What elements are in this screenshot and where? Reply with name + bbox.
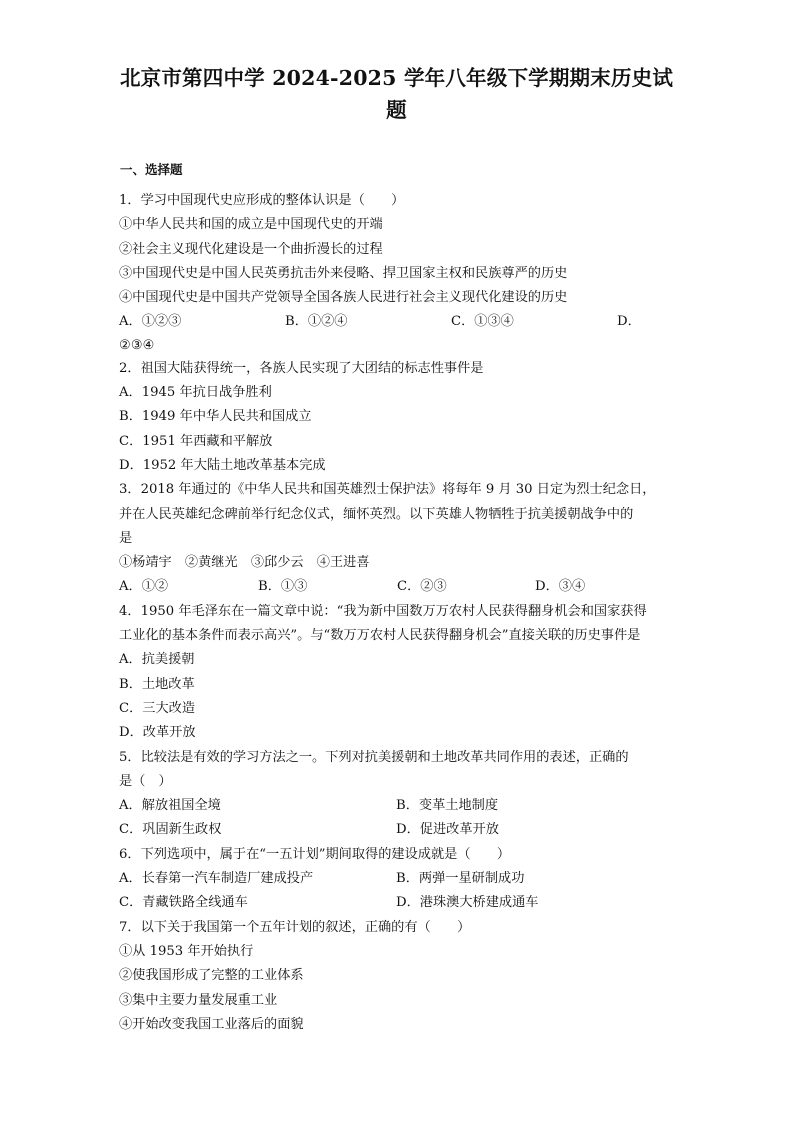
section-heading: 一、选择题 <box>120 162 183 177</box>
question-7-statement-3: ③集中主要力量发展重工业 <box>119 992 278 1008</box>
question-6-option-a: A．长春第一汽车制造厂建成投产 <box>119 871 314 887</box>
question-5-option-a: A．解放祖国全境 <box>119 798 221 814</box>
question-7-statement-4: ④开始改变我国工业落后的面貌 <box>119 1016 304 1032</box>
question-7-statement-1: ①从 1953 年开始执行 <box>119 943 254 959</box>
question-1-option-d: D． <box>617 314 641 330</box>
question-3-statements: ①杨靖宇 ②黄继光 ③邱少云 ④王进喜 <box>119 555 370 571</box>
question-5 <box>119 746 679 843</box>
question-6-option-b: B．两弹一星研制成功 <box>396 871 525 887</box>
question-6-option-d: D．港珠澳大桥建成通车 <box>396 895 539 911</box>
question-1-option-d-text: ②③④ <box>119 337 155 353</box>
exam-title-line-1: 北京市第四中学 2024-2025 学年八年级下学期期末历史试 <box>119 66 674 90</box>
question-5-stem-line-2: 是（ ） <box>119 773 172 789</box>
question-1-statement-2: ②社会主义现代化建设是一个曲折漫长的过程 <box>119 241 383 257</box>
question-5-option-b: B．变革土地制度 <box>396 798 499 814</box>
question-3-option-c: C．②③ <box>397 579 447 595</box>
question-3-stem-line-3: 是 <box>119 530 133 546</box>
question-6-options-row-1 <box>119 867 679 891</box>
question-list <box>119 189 679 1037</box>
question-3-option-d: D．③④ <box>535 579 586 595</box>
question-4-option-d: D．改革开放 <box>119 725 196 741</box>
question-6 <box>119 843 679 916</box>
question-3-stem-line-2: 并在人民英雄纪念碑前举行纪念仪式，缅怀英烈。以下英雄人物牺牲于抗美援朝战争中的 <box>119 506 634 522</box>
question-4 <box>119 600 679 746</box>
question-2-option-a: A．1945 年抗日战争胜利 <box>119 385 272 401</box>
question-2-option-b: B．1949 年中华人民共和国成立 <box>119 409 312 425</box>
question-4-option-c: C．三大改造 <box>119 700 196 716</box>
question-2-option-d: D．1952 年大陆土地改革基本完成 <box>119 457 326 473</box>
question-3-option-a: A．①② <box>119 579 169 595</box>
question-1 <box>119 189 679 357</box>
question-5-options-row-2 <box>119 818 679 842</box>
question-3 <box>119 478 679 599</box>
question-2 <box>119 357 679 478</box>
question-4-stem-line-1: 4．1950 年毛泽东在一篇文章中说：“我为新中国数万万农村人民获得翻身机会和国家获得 <box>119 603 647 619</box>
question-7 <box>119 916 679 1037</box>
question-1-statement-4: ④中国现代史是中国共产党领导全国各族人民进行社会主义现代化建设的历史 <box>119 290 568 306</box>
question-1-statement-3: ③中国现代史是中国人民英勇抗击外来侵略、捍卫国家主权和民族尊严的历史 <box>119 265 568 281</box>
question-2-option-c: C．1951 年西藏和平解放 <box>119 433 273 449</box>
question-4-option-b: B．土地改革 <box>119 676 195 692</box>
question-3-stem-line-1: 3．2018 年通过的《中华人民共和国英雄烈士保护法》将每年 9 月 30 日定为烈士纪念日， <box>119 482 656 498</box>
question-5-option-d: D．促进改革开放 <box>396 822 499 838</box>
question-7-statement-2: ②使我国形成了完整的工业体系 <box>119 968 304 984</box>
question-1-option-c: C．①③④ <box>451 314 514 330</box>
question-2-stem: 2．祖国大陆获得统一，各族人民实现了大团结的标志性事件是 <box>119 360 484 376</box>
question-4-option-a: A．抗美援朝 <box>119 652 195 668</box>
question-1-option-b: B．①②④ <box>285 314 348 330</box>
question-4-stem-line-2: 工业化的基本条件而表示高兴”。与“数万万农村人民获得翻身机会”直接关联的历史事件是 <box>119 628 641 644</box>
question-1-options <box>119 310 679 334</box>
exam-title-line-2: 题 <box>386 98 407 122</box>
question-5-options-row-1 <box>119 794 679 818</box>
exam-title <box>0 62 793 126</box>
question-6-stem: 6．下列选项中，属于在“一五计划”期间取得的建设成就是（ ） <box>119 846 511 862</box>
question-6-option-c: C．青藏铁路全线通车 <box>119 895 248 911</box>
question-6-options-row-2 <box>119 891 679 915</box>
question-5-stem-line-1: 5．比较法是有效的学习方法之一。下列对抗美援朝和土地改革共同作用的表述，正确的 <box>119 749 629 765</box>
question-1-option-a: A．①②③ <box>119 314 182 330</box>
question-1-stem: 1．学习中国现代史应形成的整体认识是（ ） <box>119 193 405 208</box>
question-1-statement-1: ①中华人民共和国的成立是中国现代史的开端 <box>119 217 383 233</box>
question-3-options <box>119 575 679 599</box>
question-3-option-b: B．①③ <box>258 579 308 595</box>
question-5-option-c: C．巩固新生政权 <box>119 822 222 838</box>
question-7-stem: 7．以下关于我国第一个五年计划的叙述，正确的有（ ） <box>119 919 471 935</box>
